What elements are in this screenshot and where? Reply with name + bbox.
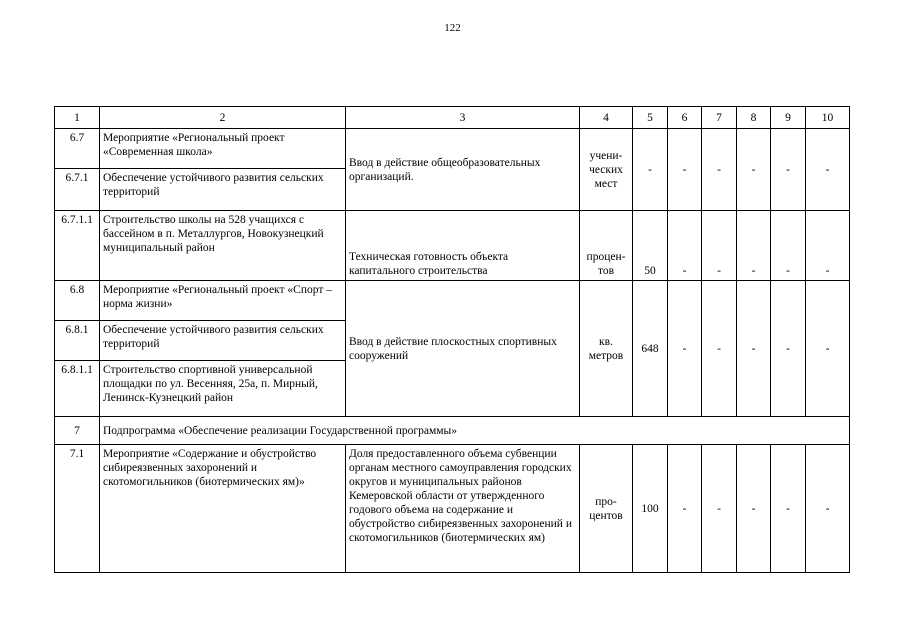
value-cell: - xyxy=(668,129,702,211)
value-cell: - xyxy=(806,211,850,281)
value-cell: - xyxy=(771,129,806,211)
row-number: 6.7.1 xyxy=(55,169,100,211)
unit-cell: про-центов xyxy=(580,445,633,573)
header-cell: 7 xyxy=(702,107,737,129)
value-cell: - xyxy=(702,281,737,417)
row-number: 6.8.1.1 xyxy=(55,361,100,417)
header-cell: 4 xyxy=(580,107,633,129)
row-number: 7 xyxy=(55,417,100,445)
indicator-cell: Ввод в действие плоскостных спортивных сооружений xyxy=(346,281,580,417)
value-cell: - xyxy=(737,211,771,281)
row-number: 7.1 xyxy=(55,445,100,573)
row-name: Строительство спортивной универсальной площадки по ул. Весенняя, 25а, п. Мирный, Ленинск-Кузнецкий район xyxy=(100,361,346,417)
table-row xyxy=(55,281,850,321)
row-name: Обеспечение устойчивого развития сельских территорий xyxy=(100,321,346,361)
row-number: 6.8 xyxy=(55,281,100,321)
header-cell: 3 xyxy=(346,107,580,129)
indicator-cell: Ввод в действие общеобразовательных организаций. xyxy=(346,129,580,211)
header-cell: 8 xyxy=(737,107,771,129)
value-cell: - xyxy=(668,445,702,573)
row-number: 6.7 xyxy=(55,129,100,169)
header-cell: 5 xyxy=(633,107,668,129)
value-cell: - xyxy=(668,211,702,281)
indicator-cell: Доля предоставленного объема субвенции органам местного самоуправления городских округов и муниципальных районов Кемеровской области от утвержденного годового объема на содержание и обустройство сибиреязвенных захоронений и скотомогильников (биотермических ям) xyxy=(346,445,580,573)
row-name: Мероприятие «Региональный проект «Современная школа» xyxy=(100,129,346,169)
value-cell: - xyxy=(771,211,806,281)
value-cell: - xyxy=(806,129,850,211)
table-row xyxy=(55,129,850,169)
value-cell: - xyxy=(806,281,850,417)
value-cell: - xyxy=(702,211,737,281)
table-row xyxy=(55,417,850,445)
header-cell: 10 xyxy=(806,107,850,129)
table-row xyxy=(55,445,850,573)
value-cell: 50 xyxy=(633,211,668,281)
value-cell: - xyxy=(737,445,771,573)
header-cell: 9 xyxy=(771,107,806,129)
value-cell: - xyxy=(771,281,806,417)
header-cell: 1 xyxy=(55,107,100,129)
indicators-table xyxy=(54,106,850,573)
header-cell: 2 xyxy=(100,107,346,129)
value-cell: - xyxy=(806,445,850,573)
value-cell: - xyxy=(702,129,737,211)
value-cell: - xyxy=(702,445,737,573)
value-cell: 100 xyxy=(633,445,668,573)
value-cell: - xyxy=(668,281,702,417)
value-cell: 648 xyxy=(633,281,668,417)
row-name: Мероприятие «Содержание и обустройство сибиреязвенных захоронений и скотомогильников (биотермических ям)» xyxy=(100,445,346,573)
value-cell: - xyxy=(771,445,806,573)
header-cell: 6 xyxy=(668,107,702,129)
header-row xyxy=(55,107,850,129)
row-name: Строительство школы на 528 учащихся с бассейном в п. Металлургов, Новокузнецкий муниципальный район xyxy=(100,211,346,281)
table-row xyxy=(55,211,850,281)
unit-cell: процен-тов xyxy=(580,211,633,281)
unit-cell: учени-ческих мест xyxy=(580,129,633,211)
subprogram-title: Подпрограмма «Обеспечение реализации Государственной программы» xyxy=(100,417,850,445)
value-cell: - xyxy=(737,129,771,211)
row-name: Мероприятие «Региональный проект «Спорт – норма жизни» xyxy=(100,281,346,321)
row-name: Обеспечение устойчивого развития сельских территорий xyxy=(100,169,346,211)
value-cell: - xyxy=(737,281,771,417)
value-cell: - xyxy=(633,129,668,211)
row-number: 6.8.1 xyxy=(55,321,100,361)
unit-cell: кв. метров xyxy=(580,281,633,417)
indicator-cell: Техническая готовность объекта капитального строительства xyxy=(346,211,580,281)
row-number: 6.7.1.1 xyxy=(55,211,100,281)
page-number: 122 xyxy=(444,22,461,34)
